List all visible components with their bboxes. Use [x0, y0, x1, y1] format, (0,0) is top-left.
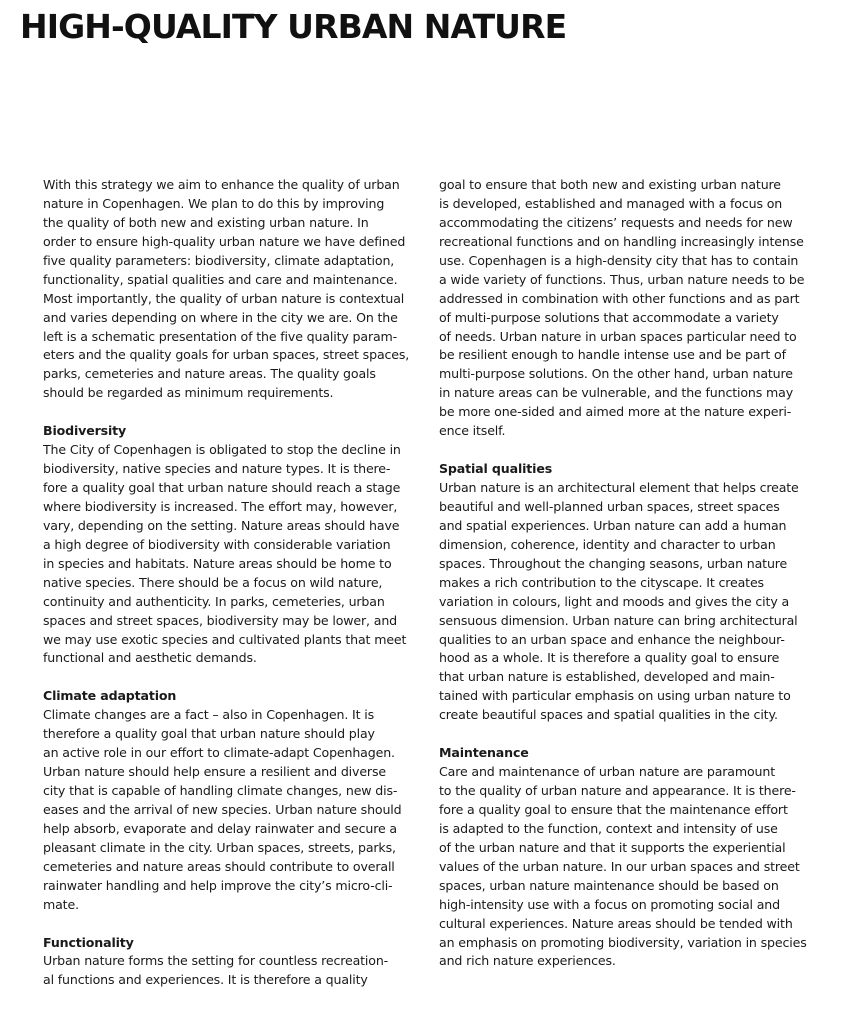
body-text-line: Urban nature forms the setting for countless recreation- [43, 953, 389, 969]
body-text-line: use. Copenhagen is a high-density city that has to contain [439, 252, 799, 268]
body-text-line: tained with particular emphasis on using urban nature to [439, 688, 791, 704]
body-text-line: variation in colours, light and moods and gives the city a [439, 593, 790, 609]
body-text-line: be resilient enough to handle intense use and be part of [439, 347, 786, 363]
paragraph-gap [43, 915, 429, 934]
body-text-line: continuity and authenticity. In parks, cemeteries, urban [43, 593, 385, 609]
body-text-line: vary, depending on the setting. Nature areas should have [43, 517, 400, 533]
body-text-line: Climate changes are a fact – also in Copenhagen. It is [43, 707, 375, 723]
body-text-line: fore a quality goal that urban nature should reach a stage [43, 480, 401, 495]
text-column-right [439, 176, 823, 971]
body-text-line: hood as a whole. It is therefore a quality goal to ensure [439, 650, 780, 666]
body-text-line: order to ensure high-quality urban nature we have defined [43, 233, 406, 249]
body-text-line: should be regarded as minimum requirements. [43, 385, 334, 401]
paragraph-gap [43, 668, 429, 687]
paragraph-gap [439, 441, 823, 460]
body-text-line: eases and the arrival of new species. Urban nature should [43, 801, 402, 817]
body-text-line: fore a quality goal to ensure that the maintenance effort [439, 801, 788, 817]
section-heading: Climate adaptation [43, 688, 177, 704]
body-text-line: create beautiful spaces and spatial qualities in the city. [439, 707, 778, 723]
section-heading: Biodiversity [43, 423, 127, 439]
body-text-line: a wide variety of functions. Thus, urban nature needs to be [439, 271, 805, 287]
body-text-line: therefore a quality goal that urban nature should play [43, 726, 375, 742]
body-text-line: parks, cemeteries and nature areas. The quality goals [43, 366, 376, 382]
body-text-line: we may use exotic species and cultivated plants that meet [43, 631, 407, 647]
body-text-line: cultural experiences. Nature areas should be tended with [439, 915, 793, 931]
body-text-line: an active role in our effort to climate-adapt Copenhagen. [43, 745, 395, 761]
paragraph-gap [43, 403, 429, 422]
body-text-line: pleasant climate in the city. Urban spaces, streets, parks, [43, 839, 396, 855]
body-text-line: a high degree of biodiversity with considerable variation [43, 536, 391, 552]
body-text-line: spaces and street spaces, biodiversity may be lower, and [43, 612, 397, 628]
body-text-line: and spatial experiences. Urban nature can add a human [439, 517, 787, 533]
body-text-line: al functions and experiences. It is therefore a quality [43, 972, 368, 988]
body-text-line: spaces. Throughout the changing seasons, urban nature [439, 555, 788, 571]
body-text-line: high-intensity use with a focus on promoting social and [439, 896, 780, 912]
body-text-line: is developed, established and managed with a focus on [439, 195, 783, 211]
body-text-line: functionality, spatial qualities and care and maintenance. [43, 271, 398, 287]
paragraph-gap [439, 725, 823, 744]
body-text-line: be more one-sided and aimed more at the nature experi- [439, 404, 792, 420]
body-text-line: qualities to an urban space and enhance the neighbour- [439, 631, 785, 647]
body-text-line: values of the urban nature. In our urban spaces and street [439, 858, 800, 874]
body-text-line: ence itself. [439, 423, 506, 439]
body-text-line: to the quality of urban nature and appearance. It is there- [439, 783, 796, 798]
body-text-line: Most importantly, the quality of urban nature is contextual [43, 290, 405, 306]
body-text-line: cemeteries and nature areas should contribute to overall [43, 858, 395, 874]
body-text-line: mate. [43, 896, 79, 912]
body-text-line: The City of Copenhagen is obligated to stop the decline in [43, 442, 401, 458]
body-text-line: in nature areas can be vulnerable, and the functions may [439, 385, 793, 401]
body-text-line: Urban nature is an architectural element that helps create [439, 480, 799, 495]
body-text-line: the quality of both new and existing urban nature. In [43, 214, 369, 230]
body-text-line: With this strategy we aim to enhance the quality of urban [43, 177, 400, 192]
body-text-line: addressed in combination with other functions and as part [439, 290, 800, 306]
body-text-line: beautiful and well-planned urban spaces, street spaces [439, 498, 780, 514]
body-text-line: nature in Copenhagen. We plan to do this by improving [43, 195, 385, 211]
body-text-line: eters and the quality goals for urban spaces, street spaces, [43, 347, 410, 363]
body-text-line: of multi-purpose solutions that accommodate a variety [439, 309, 779, 325]
body-text-line: help absorb, evaporate and delay rainwater and secure a [43, 820, 397, 836]
text-column-left [43, 176, 429, 990]
body-text-line: spaces, urban nature maintenance should be based on [439, 877, 779, 893]
body-text-line: dimension, coherence, identity and character to urban [439, 536, 776, 552]
body-text-line: an emphasis on promoting biodiversity, variation in species [439, 934, 807, 950]
page-title: HIGH-QUALITY URBAN NATURE [20, 7, 567, 46]
body-text-line: is adapted to the function, context and intensity of use [439, 820, 778, 836]
body-text-line: that urban nature is established, developed and main- [439, 669, 775, 685]
body-text-line: sensuous dimension. Urban nature can bring architectural [439, 612, 798, 628]
body-text-line: multi-purpose solutions. On the other hand, urban nature [439, 366, 793, 382]
body-text-line: accommodating the citizens’ requests and needs for new [439, 214, 793, 230]
body-text-line: of needs. Urban nature in urban spaces particular need to [439, 328, 797, 344]
body-text-line: in species and habitats. Nature areas should be home to [43, 555, 392, 571]
body-text-line: city that is capable of handling climate changes, new dis- [43, 783, 398, 798]
body-text-line: rainwater handling and help improve the city’s micro-cli- [43, 877, 393, 893]
body-text-line: native species. There should be a focus on wild nature, [43, 574, 383, 590]
body-text-line: five quality parameters: biodiversity, climate adaptation, [43, 252, 395, 268]
body-text-line: Urban nature should help ensure a resilient and diverse [43, 764, 386, 780]
body-text-line: of the urban nature and that it supports the experiential [439, 839, 786, 855]
body-text-line: functional and aesthetic demands. [43, 650, 257, 666]
body-text-line: Care and maintenance of urban nature are paramount [439, 764, 775, 780]
body-text-line: recreational functions and on handling increasingly intense [439, 233, 804, 249]
body-text-line: left is a schematic presentation of the five quality param- [43, 328, 398, 344]
body-text-line: goal to ensure that both new and existing urban nature [439, 177, 781, 192]
section-heading: Maintenance [439, 745, 529, 761]
body-text-line: where biodiversity is increased. The effort may, however, [43, 498, 398, 514]
body-text-line: biodiversity, native species and nature types. It is there- [43, 461, 391, 477]
body-text-line: and varies depending on where in the city we are. On the [43, 309, 398, 325]
section-heading: Functionality [43, 934, 134, 950]
section-heading: Spatial qualities [439, 461, 553, 477]
body-text-line: and rich nature experiences. [439, 953, 616, 969]
body-text-line: makes a rich contribution to the cityscape. It creates [439, 574, 764, 590]
